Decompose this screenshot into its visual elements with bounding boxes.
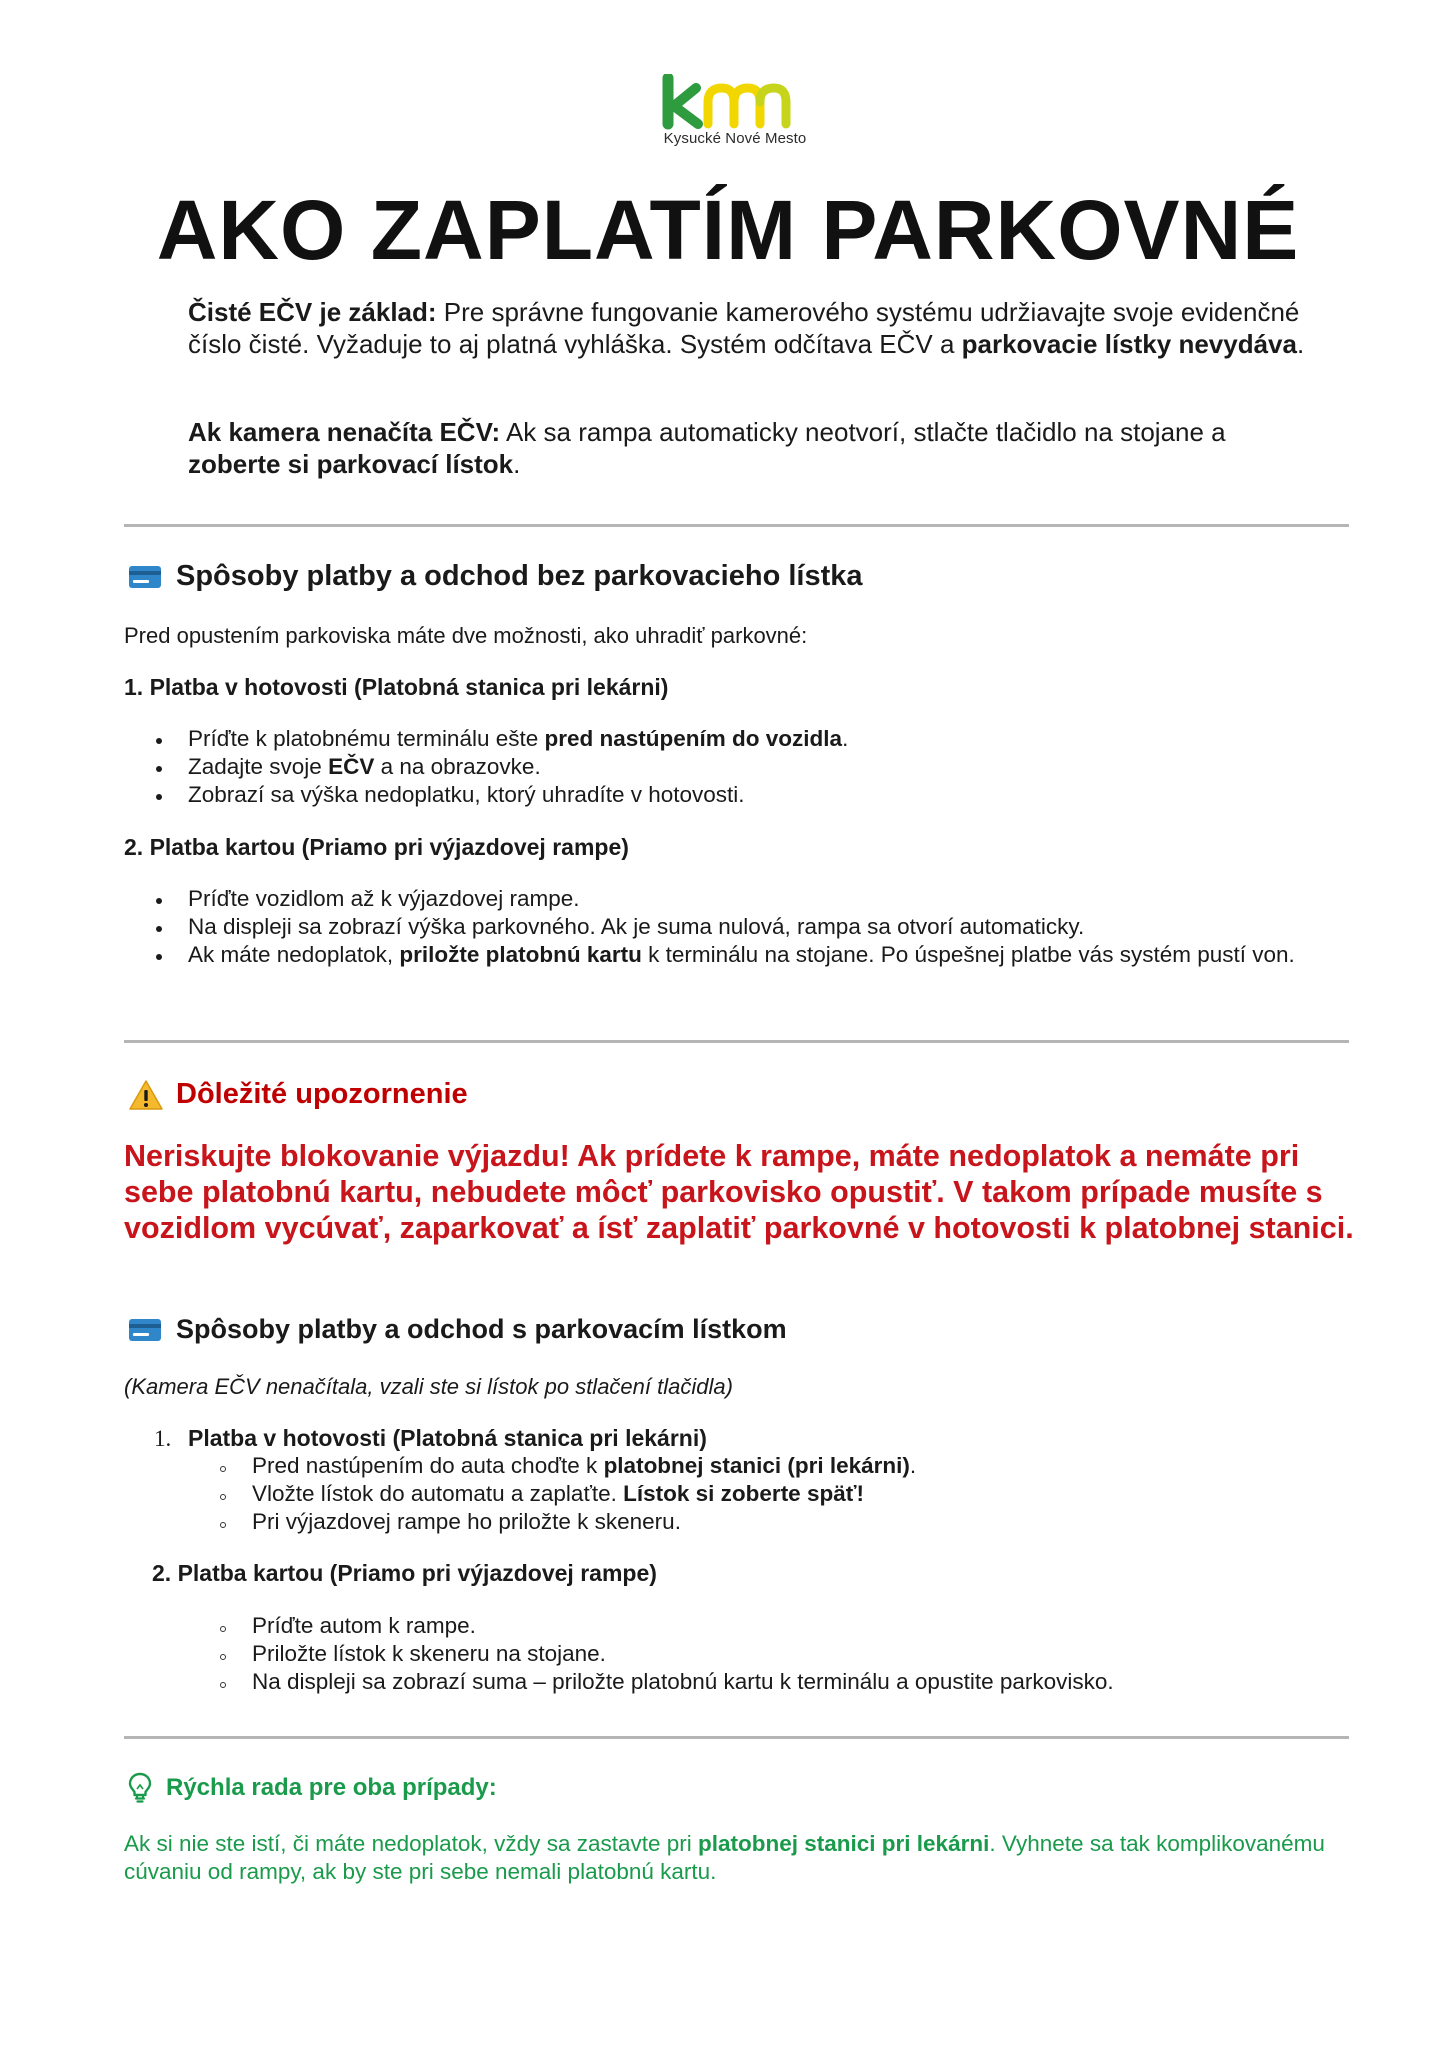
divider (124, 524, 1349, 527)
list-item: Priložte lístok k skeneru na stojane. (218, 1640, 1348, 1668)
tip-text: Ak si nie ste istí, či máte nedoplatok, vždy sa zastavte pri platobnej stanici pri lekárni. Vyhnete sa tak komplikovanému cúvaniu od rampy, ak by ste pri sebe nemali platobnú kartu. (124, 1831, 1325, 1884)
intro-bold-emphasis: parkovacie lístky nevydáva (961, 329, 1297, 359)
section-heading-without-ticket (128, 560, 863, 593)
option-title-card-ticket: 2. Platba kartou (Priamo pri výjazdovej rampe) (152, 1560, 657, 1586)
kysucke-nove-mesto-logo (660, 74, 810, 154)
option-title-text: Platba v hotovosti (Platobná stanica pri lekárni) (188, 1425, 707, 1451)
list-card-steps (154, 885, 1344, 969)
warning-icon (128, 1079, 164, 1111)
option-title-cash-ticket (154, 1425, 707, 1452)
warning-heading-text: Dôležité upozornenie (176, 1078, 468, 1110)
warning-heading (128, 1078, 468, 1111)
intro-paragraph-clean-plate (188, 296, 1308, 360)
list-cash-ticket-steps (218, 1452, 1348, 1536)
divider (124, 1040, 1349, 1043)
list-item: Na displeji sa zobrazí výška parkovného. Ak je suma nulová, rampa sa otvorí automaticky. (154, 913, 1344, 941)
list-item: Pri výjazdovej rampe ho priložte k skeneru. (218, 1508, 1348, 1536)
list-card-ticket-steps (218, 1612, 1348, 1696)
list-item: Vložte lístok do automatu a zaplaťte. Lístok si zoberte späť! (218, 1480, 1348, 1508)
list-number: 1. (154, 1426, 172, 1451)
list-item: Zadajte svoje EČV a na obrazovke. (154, 753, 1354, 781)
section-heading-text: Spôsoby platby a odchod s parkovacím lístkom (176, 1314, 787, 1344)
list-item: Zobrazí sa výška nedoplatku, ktorý uhradíte v hotovosti. (154, 781, 1354, 809)
kmm-logo-mark (660, 74, 810, 130)
option-title-cash: 1. Platba v hotovosti (Platobná stanica pri lekárni) (124, 674, 669, 700)
intro-text: Ak sa rampa automaticky neotvorí, stlačte tlačidlo na stojane a (500, 417, 1226, 447)
credit-card-icon (128, 565, 162, 589)
intro-bold-label: Čisté EČV je základ: (188, 297, 437, 327)
logo-subtitle: Kysucké Nové Mesto (663, 130, 807, 147)
divider (124, 1736, 1349, 1739)
lightbulb-icon (128, 1772, 152, 1804)
page-title: AKO ZAPLATÍM PARKOVNÉ (156, 183, 1300, 277)
intro-text: Pre správne fungovanie kamerového systému udržiavajte svoje evidenčné číslo čisté. Vyžaduje to aj platná vyhláška. Systém odčítava EČV a (188, 297, 1300, 359)
list-item: Na displeji sa zobrazí suma – priložte platobnú kartu k terminálu a opustite parkovisko. (218, 1668, 1348, 1696)
list-cash-steps (154, 725, 1354, 809)
section-heading-with-ticket (128, 1314, 787, 1345)
list-item: Príďte autom k rampe. (218, 1612, 1348, 1640)
section-heading-text: Spôsoby platby a odchod bez parkovacieho lístka (176, 560, 863, 592)
section-lead: Pred opustením parkoviska máte dve možnosti, ako uhradiť parkovné: (124, 623, 808, 648)
intro-bold-emphasis: zoberte si parkovací lístok (188, 449, 514, 479)
option-title-card: 2. Platba kartou (Priamo pri výjazdovej rampe) (124, 834, 629, 860)
intro-end: . (513, 449, 521, 479)
section-note: (Kamera EČV nenačítala, vzali ste si lístok po stlačení tlačidla) (124, 1374, 733, 1399)
intro-bold-label: Ak kamera nenačíta EČV: (188, 417, 501, 447)
intro-paragraph-camera-fail (188, 416, 1308, 480)
list-item: Príďte k platobnému terminálu ešte pred nastúpením do vozidla. (154, 725, 1354, 753)
intro-end: . (1296, 329, 1305, 359)
list-item: Príďte vozidlom až k výjazdovej rampe. (154, 885, 1344, 913)
list-item: Pred nastúpením do auta choďte k platobnej stanici (pri lekárni). (218, 1452, 1348, 1480)
tip-heading (128, 1772, 497, 1804)
warning-text: Neriskujte blokovanie výjazdu! Ak prídete k rampe, máte nedoplatok a nemáte pri sebe platobnú kartu, nebudete môcť parkovisko opustiť. V takom prípade musíte s vozidlom vycúvať, zaparkovať a ísť zaplatiť parkovné v hotovosti k platobnej stanici. (124, 1139, 1354, 1245)
list-item: Ak máte nedoplatok, priložte platobnú kartu k terminálu na stojane. Po úspešnej platbe vás systém pustí von. (154, 941, 1344, 969)
tip-heading-text: Rýchla rada pre oba prípady: (166, 1774, 497, 1801)
credit-card-icon (128, 1318, 162, 1342)
